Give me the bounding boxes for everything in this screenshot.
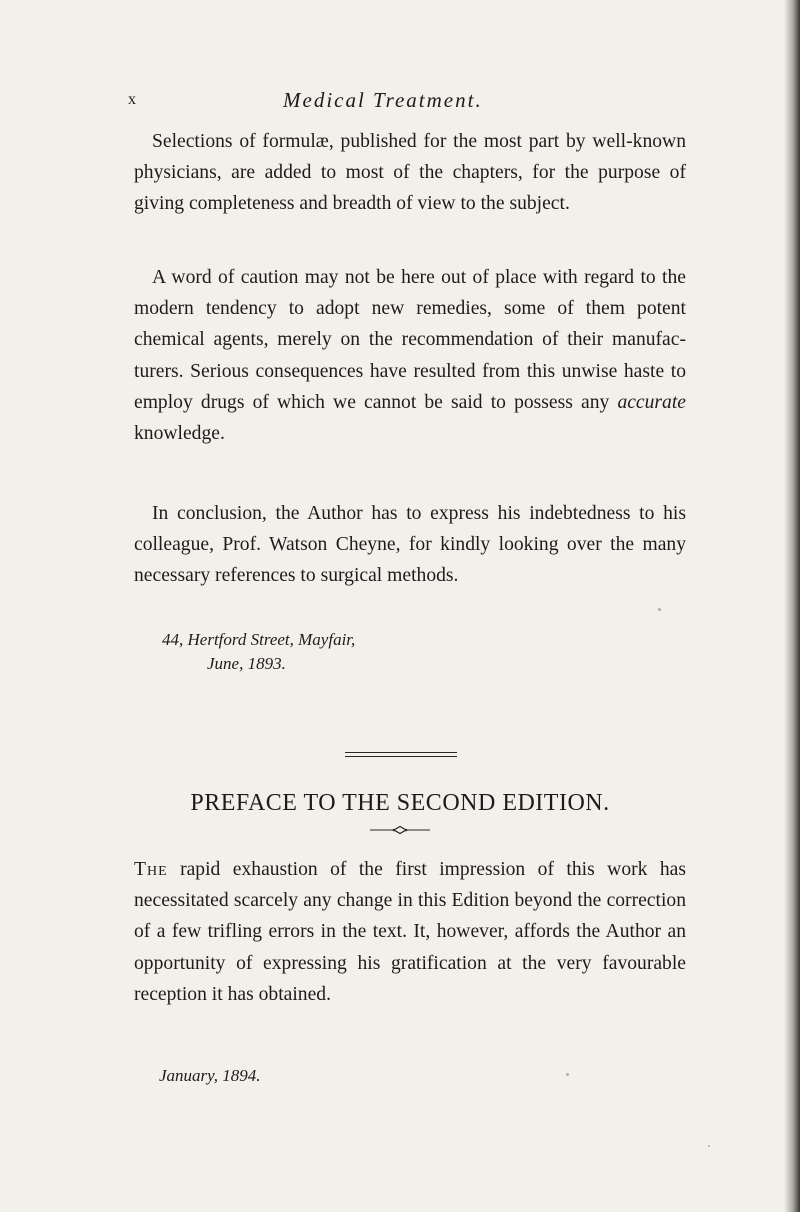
running-title: Medical Treatment. <box>283 88 483 112</box>
paragraph-caution <box>134 262 686 449</box>
paragraph-conclusion <box>134 498 686 592</box>
ornament-divider-icon <box>370 825 430 835</box>
paragraph-text: In conclusion, the Author has to express his indebtedness to his colleague, Prof. Watson Cheyne, for kindly looking over the many necessary references to surgical methods. <box>134 503 686 587</box>
paper-speck <box>708 1145 710 1147</box>
running-head <box>128 88 688 118</box>
paragraph-formulae <box>134 126 686 220</box>
section-divider-bottom <box>345 756 457 757</box>
emphasis-word: accurate <box>617 391 686 413</box>
section-divider-top <box>345 752 457 753</box>
paragraph-text: Selections of formulæ, published for the most part by well-known physicians, are added to most of the chapters, for the purpose of giving completeness and breadth of view to the subject. <box>134 131 686 215</box>
preface-heading: PREFACE TO THE SECOND EDITION. <box>190 790 610 816</box>
paper-speck <box>566 1073 569 1076</box>
paragraph-second-edition <box>134 854 686 1010</box>
lead-word: The <box>134 859 168 880</box>
page-folio: x <box>128 91 137 108</box>
signoff-date: June, 1893. <box>207 654 286 673</box>
signoff-address: 44, Hertford Street, Mayfair, <box>162 630 356 649</box>
paper-speck <box>658 608 661 611</box>
page-edge-shadow <box>784 0 800 1212</box>
paragraph-text <box>134 262 686 449</box>
second-edition-date: January, 1894. <box>159 1066 261 1085</box>
paragraph-text-before: A word of caution may not be here out of place with regard to the modern tendency to adopt new remedies, some of them potent chemical agents, merely on the recommendation of their manufacturers. Serious consequences have resulted from this unwise haste to employ drugs of which we cannot be said to possess any <box>134 267 686 413</box>
paragraph-text-after: knowledge. <box>134 423 225 445</box>
paragraph-body: rapid exhaustion of the first impression of this work has necessitated scarcely any change in this Edition beyond the correction of a few trifling errors in the text. It, however, affords the Author an opportunity of expressing his gratification at the very favourable reception it has obtained. <box>134 859 686 1005</box>
paragraph-text <box>134 854 686 1010</box>
